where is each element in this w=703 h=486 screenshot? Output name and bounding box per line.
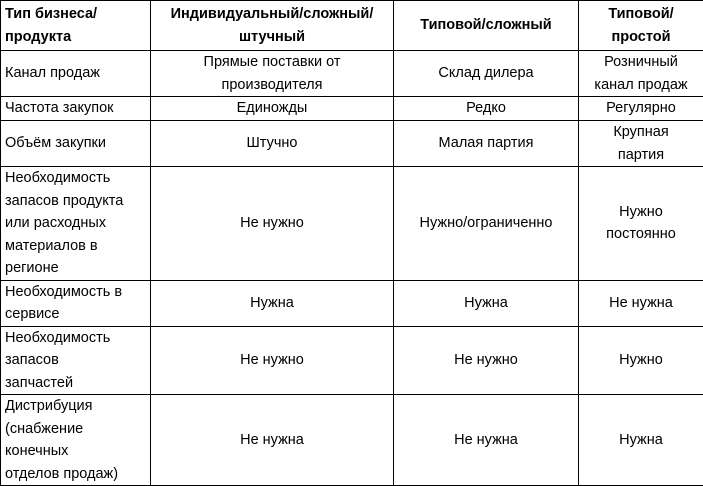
table-cell: Нужна bbox=[579, 395, 703, 486]
header-row bbox=[1, 1, 703, 51]
table-cell: Не нужна bbox=[394, 395, 579, 486]
table-cell: Редко bbox=[394, 97, 579, 121]
row-label-distribution: Дистрибуция (снабжение конечных отделов продаж) bbox=[1, 395, 151, 486]
row-label-service-need: Необходимость в сервисе bbox=[1, 280, 151, 326]
table-cell: Не нужно bbox=[151, 167, 394, 281]
table-row bbox=[1, 51, 703, 97]
table-row bbox=[1, 121, 703, 167]
table-body bbox=[1, 51, 703, 486]
table-cell: Не нужна bbox=[151, 395, 394, 486]
row-label-spare-parts: Необходимость запасов запчастей bbox=[1, 326, 151, 395]
table-cell: Нужна bbox=[394, 280, 579, 326]
header-typical-complex: Типовой/сложный bbox=[394, 1, 579, 51]
table-cell: Не нужно bbox=[151, 326, 394, 395]
row-label-purchase-frequency: Частота закупок bbox=[1, 97, 151, 121]
row-label-regional-stock: Необходимость запасов продукта или расходных материалов в регионе bbox=[1, 167, 151, 281]
table-cell: Нужна bbox=[151, 280, 394, 326]
row-label-purchase-volume: Объём закупки bbox=[1, 121, 151, 167]
table-cell: Не нужна bbox=[579, 280, 703, 326]
table-cell: Нужно bbox=[579, 326, 703, 395]
table-row bbox=[1, 97, 703, 121]
table-cell: Нужно/ограниченно bbox=[394, 167, 579, 281]
header-typical-simple: Типовой/ простой bbox=[579, 1, 703, 51]
table-cell: Прямые поставки от производителя bbox=[151, 51, 394, 97]
table-cell: Единожды bbox=[151, 97, 394, 121]
table-cell: Нужно постоянно bbox=[579, 167, 703, 281]
table-header bbox=[1, 1, 703, 51]
row-label-sales-channel: Канал продаж bbox=[1, 51, 151, 97]
table-row bbox=[1, 280, 703, 326]
table-cell: Розничный канал продаж bbox=[579, 51, 703, 97]
header-individual-complex: Индивидуальный/сложный/ штучный bbox=[151, 1, 394, 51]
table-cell: Регулярно bbox=[579, 97, 703, 121]
table-row bbox=[1, 395, 703, 486]
header-business-type: Тип бизнеса/ продукта bbox=[1, 1, 151, 51]
table-row bbox=[1, 167, 703, 281]
table-cell: Склад дилера bbox=[394, 51, 579, 97]
table-cell: Не нужно bbox=[394, 326, 579, 395]
table-row bbox=[1, 326, 703, 395]
table-cell: Штучно bbox=[151, 121, 394, 167]
table-cell: Крупная партия bbox=[579, 121, 703, 167]
table-cell: Малая партия bbox=[394, 121, 579, 167]
